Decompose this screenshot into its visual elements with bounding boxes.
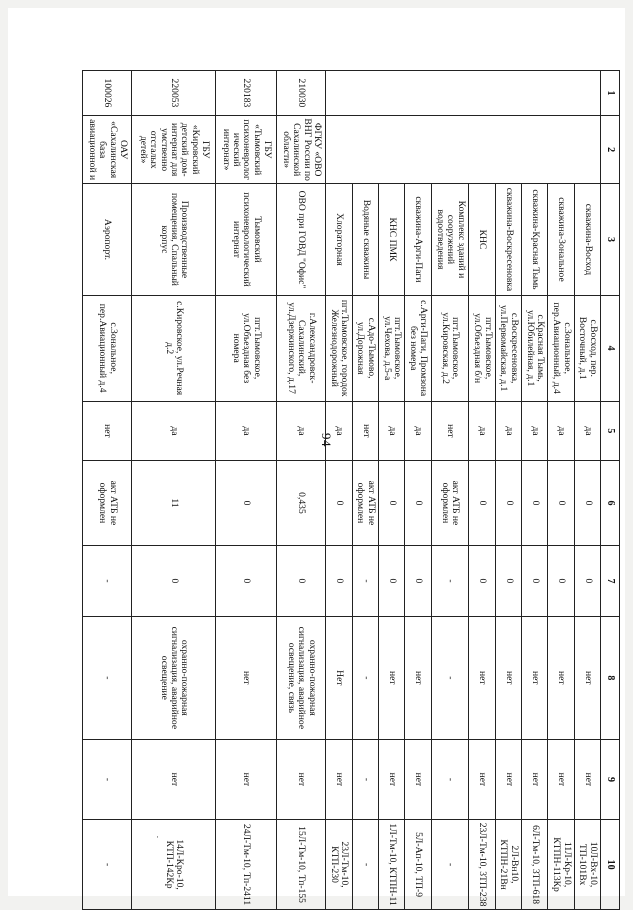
- cell-c3: скважина-Зональное: [548, 184, 574, 295]
- table-row: [574, 71, 600, 910]
- cell-c8: -: [431, 616, 469, 739]
- cell-c10: 6Л-Тм-10, 3ТП-618: [522, 820, 548, 910]
- cell-c5: да: [405, 401, 431, 460]
- header-cell: 1: [601, 71, 620, 116]
- cell-c3: Аэропорт.: [83, 184, 132, 295]
- org-name-cell: ГБУ «Кировский детский дом-интернат для умственно отсталых детей»: [132, 115, 216, 184]
- cell-c4: пгт.Тымовское, ул.Кировская, д.2: [431, 295, 469, 401]
- rotated-table-wrapper: [82, 70, 620, 910]
- cell-c5: да: [132, 401, 216, 460]
- cell-c5: да: [216, 401, 277, 460]
- cell-c7: 0: [574, 546, 600, 617]
- table-row: [522, 71, 548, 910]
- header-cell: 9: [601, 739, 620, 819]
- page-number: 94: [319, 433, 334, 447]
- cell-c7: 0: [495, 546, 521, 617]
- cell-c3: КНС ПМК: [379, 184, 405, 295]
- cell-c5: да: [495, 401, 521, 460]
- org-code-cell: 220183: [216, 71, 277, 116]
- org-code-cell: 100026: [83, 71, 132, 116]
- cell-c8: охранно-пожарная сигнализация, аварийное освещение: [132, 616, 216, 739]
- cell-c9: -: [83, 739, 132, 819]
- cell-c10: 23Л-Тм-10, КТП-230: [326, 820, 352, 910]
- cell-c10: -: [352, 820, 378, 910]
- cell-c10: 11Л-Кр-10, КТПН-113Кр: [548, 820, 574, 910]
- cell-c8: нет: [548, 616, 574, 739]
- table-row: [326, 71, 352, 910]
- cell-c3: скважина-Красная Тымь: [522, 184, 548, 295]
- org-name-cell: ОАУ «Сахалинская база авиационной и: [83, 115, 132, 184]
- cell-c8: -: [352, 616, 378, 739]
- cell-c4: с.Восход, пер. Восточный, д.1: [574, 295, 600, 401]
- cell-c7: 0: [405, 546, 431, 617]
- cell-c4: с.Адо-Тымово, ул.Дорожная: [352, 295, 378, 401]
- table-header-row: [601, 71, 620, 910]
- cell-c4: пгт.Тымовское, ул.Чехова, д.5-а: [379, 295, 405, 401]
- cell-c10: -: [83, 820, 132, 910]
- cell-c4: с.Воскресеновка, ул.Первомайская, д.1: [495, 295, 521, 401]
- cell-c4: с.Зональное, пер.Авиационный д.4: [83, 295, 132, 401]
- cell-c6: акт АТБ не оформлен: [83, 460, 132, 545]
- cell-c10: -: [431, 820, 469, 910]
- header-cell: 5: [601, 401, 620, 460]
- cell-c5: да: [469, 401, 495, 460]
- cell-c3: скважина-Воскресеновка: [495, 184, 521, 295]
- cell-c9: нет: [469, 739, 495, 819]
- cell-c3: Тымовский психоневрологический интернат: [216, 184, 277, 295]
- cell-c5: нет: [83, 401, 132, 460]
- cell-c3: Хлораторная: [326, 184, 352, 295]
- table-body: [83, 71, 620, 910]
- org-code-cell: 210030: [277, 71, 326, 116]
- table-row: [379, 71, 405, 910]
- cell-c3: скважина-Восход: [574, 184, 600, 295]
- cell-c3: Водяные скважины: [352, 184, 378, 295]
- cell-c6: 0: [379, 460, 405, 545]
- cell-c8: нет: [495, 616, 521, 739]
- cell-c8: нет: [405, 616, 431, 739]
- header-cell: 2: [601, 115, 620, 184]
- cell-c5: да: [277, 401, 326, 460]
- org-name-cell: ГБУ «Тымовский психоневрологический интернат»: [216, 115, 277, 184]
- cell-c6: 11: [132, 460, 216, 545]
- cell-c7: -: [431, 546, 469, 617]
- cell-c7: 0: [379, 546, 405, 617]
- objects-table: [82, 70, 620, 910]
- cell-c6: 0: [574, 460, 600, 545]
- table-row: [548, 71, 574, 910]
- cell-c5: да: [379, 401, 405, 460]
- cell-c7: 0: [132, 546, 216, 617]
- cell-c8: нет: [379, 616, 405, 739]
- cell-c4: с.Зональное, пер.Авиационный, д.4: [548, 295, 574, 401]
- cell-c4: пгт.Тымовское, городок Железнодорожный: [326, 295, 352, 401]
- cell-c3: Производственные помещения, Спальный корпус: [132, 184, 216, 295]
- cell-c6: акт АТБ не оформлен: [431, 460, 469, 545]
- cell-c9: нет: [495, 739, 521, 819]
- cell-c9: нет: [405, 739, 431, 819]
- header-cell: 7: [601, 546, 620, 617]
- cell-c6: акт АТБ не оформлен: [352, 460, 378, 545]
- table-row: [352, 71, 378, 910]
- cell-c8: нет: [522, 616, 548, 739]
- cell-c10: 1Л-Тм-10, КТПН-11: [379, 820, 405, 910]
- cell-c9: -: [352, 739, 378, 819]
- cell-c6: 0,435: [277, 460, 326, 545]
- cell-c4: с.Арги-Паги, Промзона без номера: [405, 295, 431, 401]
- cell-c9: нет: [132, 739, 216, 819]
- cell-c6: 0: [405, 460, 431, 545]
- cell-c4: с.Кировское, ул.Речная д.2: [132, 295, 216, 401]
- org-name-cell: ФГКУ «ОВО ВНГ России по Сахалинской области»: [277, 115, 326, 184]
- cell-c3: ОВО при ГОВД "Офис": [277, 184, 326, 295]
- cell-c4: г.Александровск-Сахалинский, ул.Дзержинского, д.17: [277, 295, 326, 401]
- header-cell: 4: [601, 295, 620, 401]
- header-cell: 10: [601, 820, 620, 910]
- org-name-cell: [326, 115, 601, 184]
- cell-c8: Нет: [326, 616, 352, 739]
- header-cell: 3: [601, 184, 620, 295]
- cell-c9: нет: [379, 739, 405, 819]
- cell-c9: нет: [548, 739, 574, 819]
- table-row: [495, 71, 521, 910]
- cell-c9: нет: [326, 739, 352, 819]
- table-row: [83, 71, 132, 910]
- cell-c5: да: [574, 401, 600, 460]
- cell-c10: 23Л-Тм-10, 3ТП-238: [469, 820, 495, 910]
- cell-c10: 24Л-Тм-10, Тп-2411: [216, 820, 277, 910]
- org-code-cell: [326, 71, 601, 116]
- cell-c3: скважина-Арги-Паги: [405, 184, 431, 295]
- cell-c10: 10Л-Вх-10, ТП-101Вх: [574, 820, 600, 910]
- table-row: [469, 71, 495, 910]
- table-row: [132, 71, 216, 910]
- cell-c7: -: [352, 546, 378, 617]
- cell-c5: да: [522, 401, 548, 460]
- margin-mark: ·: [156, 832, 159, 842]
- cell-c6: 0: [548, 460, 574, 545]
- table-row: [431, 71, 469, 910]
- cell-c10: 5Л-Ап-10, ТП-9: [405, 820, 431, 910]
- cell-c9: нет: [574, 739, 600, 819]
- cell-c5: да: [548, 401, 574, 460]
- cell-c9: нет: [216, 739, 277, 819]
- table-row: [277, 71, 326, 910]
- header-cell: 8: [601, 616, 620, 739]
- cell-c7: 0: [277, 546, 326, 617]
- cell-c7: 0: [326, 546, 352, 617]
- cell-c8: нет: [216, 616, 277, 739]
- cell-c7: 0: [216, 546, 277, 617]
- cell-c6: 0: [326, 460, 352, 545]
- cell-c7: 0: [469, 546, 495, 617]
- cell-c9: -: [431, 739, 469, 819]
- cell-c8: нет: [574, 616, 600, 739]
- cell-c10: 14Л-Кро-10, КТП-142Кр: [132, 820, 216, 910]
- cell-c5: да: [326, 401, 352, 460]
- cell-c8: охранно-пожарная сигнализация, аварийное освещение, связь: [277, 616, 326, 739]
- cell-c8: нет: [469, 616, 495, 739]
- cell-c8: -: [83, 616, 132, 739]
- cell-c6: 0: [522, 460, 548, 545]
- cell-c9: нет: [522, 739, 548, 819]
- cell-c6: 0: [216, 460, 277, 545]
- cell-c4: с.Красная Тымь, ул.Юбилейная, д.1: [522, 295, 548, 401]
- cell-c5: нет: [352, 401, 378, 460]
- cell-c7: -: [83, 546, 132, 617]
- cell-c4: пгт.Тымовское, ул.Объездная без номера: [216, 295, 277, 401]
- cell-c7: 0: [548, 546, 574, 617]
- table-row: [405, 71, 431, 910]
- cell-c3: Комплекс зданий и сооружений водоотведения: [431, 184, 469, 295]
- cell-c10: 2Л-Вн10, КТПН-21Вн: [495, 820, 521, 910]
- cell-c4: пгт.Тымовское, ул.Объездная б/н: [469, 295, 495, 401]
- cell-c3: КНС: [469, 184, 495, 295]
- header-cell: 6: [601, 460, 620, 545]
- cell-c6: 0: [469, 460, 495, 545]
- table-row: [216, 71, 277, 910]
- cell-c5: нет: [431, 401, 469, 460]
- cell-c9: нет: [277, 739, 326, 819]
- cell-c7: 0: [522, 546, 548, 617]
- org-code-cell: 220053: [132, 71, 216, 116]
- cell-c10: 15Л-Тм-10, Тп-155: [277, 820, 326, 910]
- cell-c6: 0: [495, 460, 521, 545]
- document-page: [8, 8, 625, 907]
